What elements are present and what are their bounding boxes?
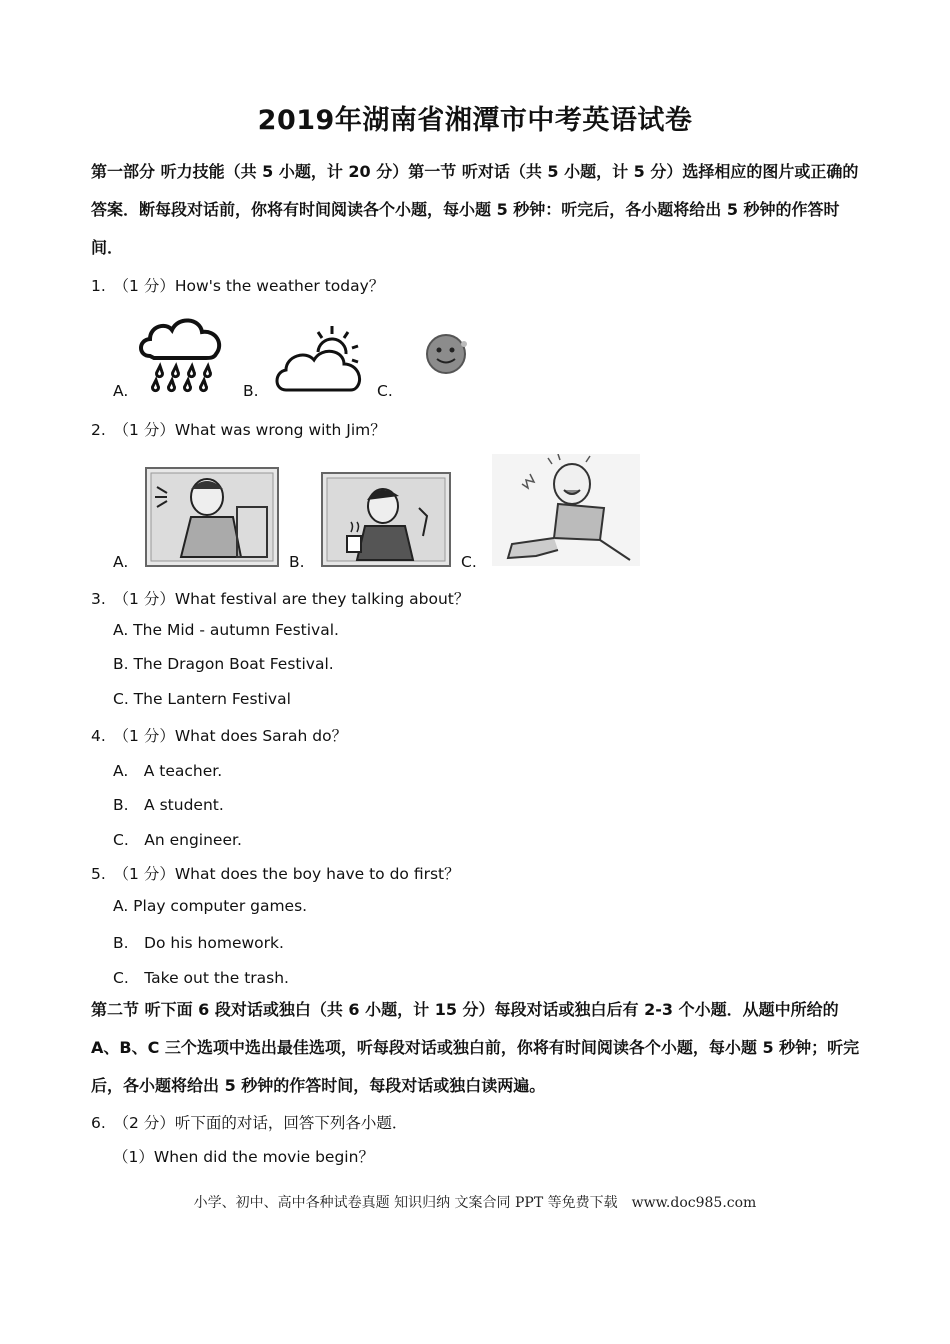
page-title: 2019年湖南省湘潭市中考英语试卷 bbox=[257, 105, 693, 136]
q6-sub1: （1）When did the movie begin？ bbox=[113, 1148, 374, 1166]
rain-cloud-icon bbox=[136, 314, 226, 396]
part2-intro: 第二节 听下面 6 段对话或独白（共 6 小题，计 15 分）每段对话或独白后有 2-3 个小题．从题中所给的 A、B、C 三个选项中选出最佳选项，听每段对话或独白前，你将有时间阅读各个小题，每小题 5 秒钟；听完后，各小题将给出 5 秒钟的作答时间，每段对话或独白读两遍。 bbox=[91, 1000, 860, 1095]
q4-option-b: B. A student. bbox=[113, 796, 224, 814]
q5-option-a: A. Play computer games. bbox=[113, 897, 308, 915]
q1-label-c: C. bbox=[377, 382, 393, 400]
question-4-stem: 4. （1 分）What does Sarah do？ bbox=[91, 727, 348, 745]
q2-label-c: C. bbox=[461, 553, 477, 571]
boy-hurt-leg-image bbox=[492, 454, 640, 566]
q4-option-a: A. A teacher. bbox=[113, 762, 223, 780]
q4-option-c: C. An engineer. bbox=[113, 831, 242, 849]
question-3-stem: 3. （1 分）What festival are they talking about？ bbox=[91, 590, 470, 608]
q3-option-c: C. The Lantern Festival bbox=[113, 690, 291, 708]
question-5-stem: 5. （1 分）What does the boy have to do first？ bbox=[91, 865, 460, 883]
question-2-stem: 2. （1 分）What was wrong with Jim？ bbox=[91, 421, 386, 439]
part1-intro: 第一部分 听力技能（共 5 小题，计 20 分）第一节 听对话（共 5 小题，计 5 分）选择相应的图片或正确的答案．断每段对话前，你将有时间阅读各个小题，每小题 5 秒钟：听完后，各小题将给出 5 秒钟的作答时间． bbox=[91, 162, 859, 257]
sneezing-boy-image bbox=[145, 467, 279, 567]
q2-label-b: B. bbox=[289, 553, 305, 571]
q5-option-b: B. Do his homework. bbox=[113, 934, 284, 952]
question-1-stem: 1. （1 分）How's the weather today？ bbox=[91, 277, 385, 295]
q1-label-a: A. bbox=[113, 382, 129, 400]
sick-boy-with-cup-image bbox=[321, 472, 451, 567]
q3-option-b: B. The Dragon Boat Festival. bbox=[113, 655, 334, 673]
page-footer: 小学、初中、高中各种试卷真题 知识归纳 文案合同 PPT 等免费下载 www.doc985.com bbox=[193, 1195, 757, 1211]
q3-option-a: A. The Mid - autumn Festival. bbox=[113, 621, 339, 639]
q5-option-c: C. Take out the trash. bbox=[113, 969, 289, 987]
q1-label-b: B. bbox=[243, 382, 259, 400]
question-6-stem: 6. （2 分）听下面的对话，回答下列各小题． bbox=[91, 1114, 408, 1132]
smiling-moon-icon bbox=[424, 332, 472, 378]
q2-label-a: A. bbox=[113, 553, 129, 571]
sun-behind-cloud-icon bbox=[274, 324, 366, 396]
